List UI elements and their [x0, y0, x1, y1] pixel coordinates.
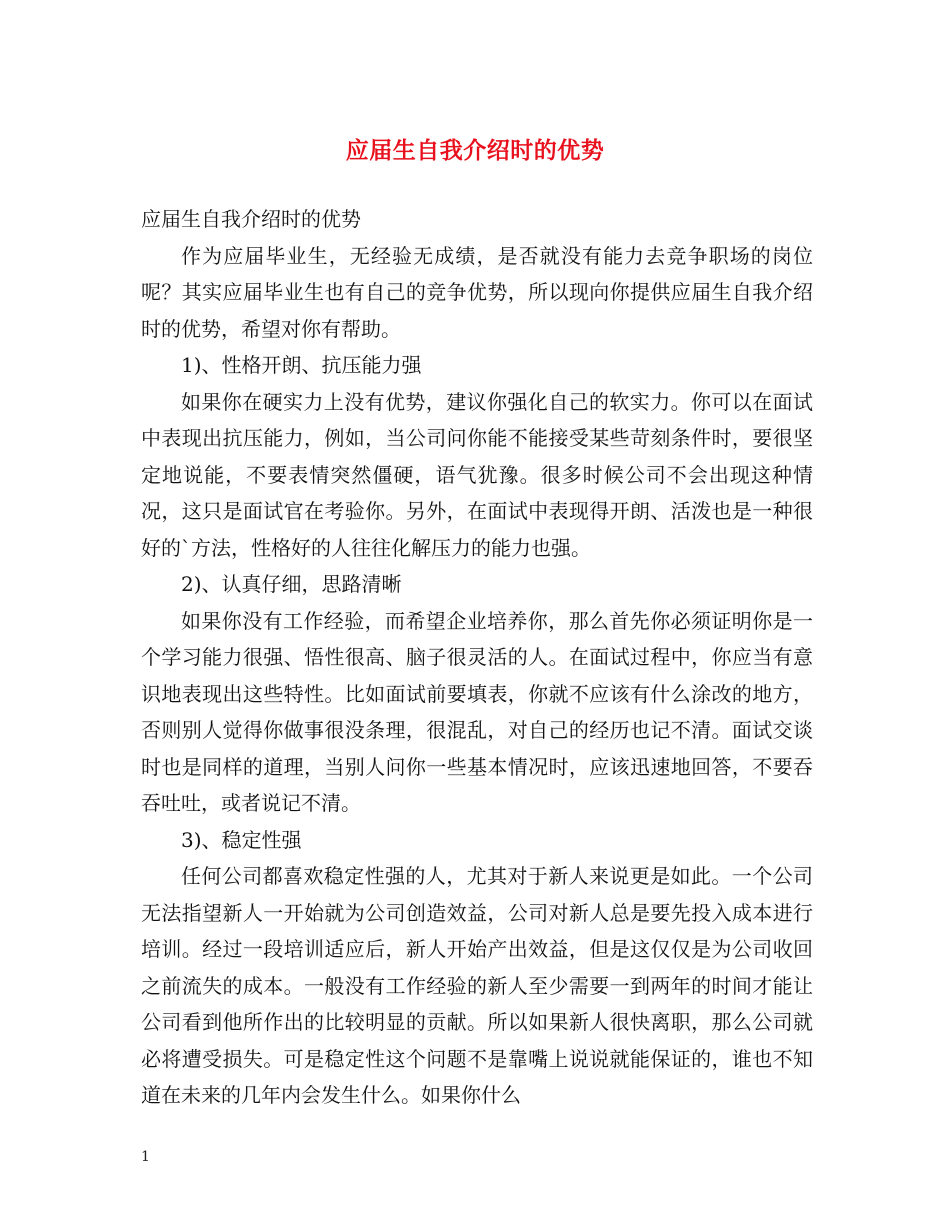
- section-heading-2: 2)、认真仔细，思路清晰: [181, 572, 402, 596]
- document-body: [141, 201, 813, 1114]
- section-heading-1: 1)、性格开朗、抗压能力强: [181, 353, 422, 377]
- paragraph-section-2: 如果你没有工作经验，而希望企业培养你，那么首先你必须证明你是一个学习能力很强、悟性很高、脑子很灵活的人。在面试过程中，你应当有意识地表现出这些特性。比如面试前要填表，你就不应该有什么涂改的地方，否则别人觉得你做事很没条理，很混乱，对自己的经历也记不清。面试交谈时也是同样的道理，当别人问你一些基本情况时，应该迅速地回答，不要吞吞吐吐，或者说记不清。: [141, 608, 813, 815]
- paragraph-section-1: 如果你在硬实力上没有优势，建议你强化自己的软实力。你可以在面试中表现出抗压能力，例如，当公司问你能不能接受某些苛刻条件时，要很坚定地说能，不要表情突然僵硬，语气犹豫。很多时候公司不会出现这种情况，这只是面试官在考验你。另外，在面试中表现得开朗、活泼也是一种很好的`方法，性格好的人往往化解压力的能力也强。: [141, 389, 813, 560]
- section-heading-3: 3)、稳定性强: [181, 827, 302, 852]
- page-number: 1: [141, 1149, 150, 1165]
- paragraph-section-3: 任何公司都喜欢稳定性强的人，尤其对于新人来说更是如此。一个公司无法指望新人一开始就为公司创造效益，公司对新人总是要先投入成本进行培训。经过一段培训适应后，新人开始产出效益，但是这仅仅是为公司收回之前流失的成本。一般没有工作经验的新人至少需要一到两年的时间才能让公司看到他所作出的比较明显的贡献。所以如果新人很快离职，那么公司就必将遭受损失。可是稳定性这个问题不是靠嘴上说说就能保证的，谁也不知道在未来的几年内会发生什么。如果你什么: [141, 864, 813, 1107]
- paragraph-intro: 作为应届毕业生，无经验无成绩，是否就没有能力去竞争职场的岗位呢？其实应届毕业生也有自己的竞争优势，所以现向你提供应届生自我介绍时的优势，希望对你有帮助。: [141, 243, 813, 341]
- document-subtitle: 应届生自我介绍时的优势: [141, 207, 361, 231]
- document-title: 应届生自我介绍时的优势: [345, 137, 605, 164]
